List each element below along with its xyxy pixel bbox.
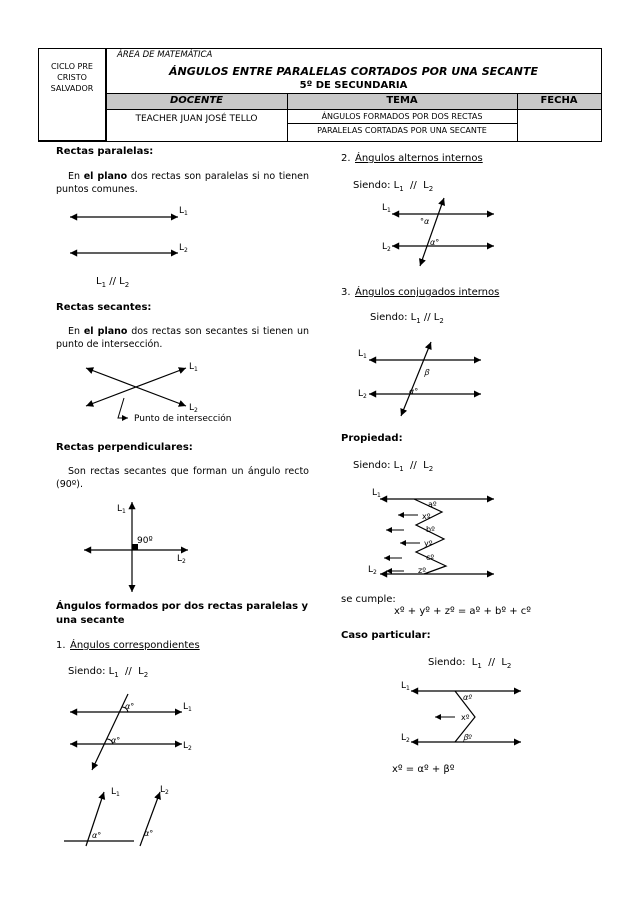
special-case-siendo: Siendo: $L_1 // L_2$ (428, 657, 512, 670)
property-siendo: Siendo: $L_1 // L_2$ (353, 460, 434, 473)
property-title: Propiedad: (341, 433, 403, 444)
item2-number: 2. (341, 153, 351, 164)
svg-text:L1: $L_1$ (358, 349, 367, 360)
svg-text:bº: bº (426, 525, 435, 534)
item3-number: 3. (341, 287, 351, 298)
svg-text:cº: cº (426, 553, 435, 562)
svg-text:L2: $L_2$ (368, 565, 377, 576)
property-formula: xº + yº + zº = aº + bº + cº (394, 606, 532, 617)
svg-text:α°: α° (125, 702, 135, 711)
svg-text:L2: $L_2$ (160, 785, 169, 796)
svg-text:L1: $L_1$ (372, 488, 381, 499)
diagram-property-zigzag (366, 484, 506, 580)
section-title-parallel: Rectas paralelas: (56, 146, 154, 157)
divider (287, 123, 517, 124)
intersection-label: Punto de intersección (134, 414, 232, 424)
svg-text:L2: $L_2$ (358, 389, 367, 400)
col-fecha: FECHA (540, 95, 578, 106)
svg-text:α°: α° (430, 238, 440, 247)
special-case-title: Caso particular: (341, 630, 431, 641)
svg-text:ꞵ: ꞵ (424, 368, 430, 377)
diagram-conjugate-interior (355, 338, 495, 423)
svg-text:L1: $L_1$ (183, 702, 192, 713)
section-title-secant: Rectas secantes: (56, 302, 152, 313)
header-table (38, 48, 602, 142)
label-L2: $L_2$ (179, 243, 188, 254)
diagram-perpendicular (56, 497, 316, 597)
diagram-corresponding-angles (56, 688, 316, 858)
svg-text:aº: aº (428, 500, 437, 509)
tema-value-2: PARALELAS CORTADAS POR UNA SECANTE (317, 126, 487, 135)
diagram-parallel-lines (56, 195, 316, 295)
diagram-special-case (395, 676, 535, 756)
svg-text:yº: yº (424, 539, 433, 548)
svg-text:L1: $L_1$ (117, 504, 126, 515)
col-tema: TEMA (386, 95, 418, 106)
parallel-notation: $L_1 // L_2$ (96, 276, 130, 289)
tema-value-1: ÁNGULOS FORMADOS POR DOS RECTAS (321, 112, 483, 121)
text-perpendicular: Son rectas secantes que forman un ángulo recto (90º). (56, 466, 309, 490)
svg-text:xº: xº (461, 713, 470, 722)
item3-siendo: Siendo: $L_1 // L_2$ (370, 312, 444, 325)
svg-text:zº: zº (418, 566, 426, 575)
school-cell (39, 49, 106, 141)
svg-text:L1: $L_1$ (111, 787, 120, 798)
svg-text:°α: °α (420, 217, 430, 226)
col-docente: DOCENTE (170, 95, 223, 106)
svg-text:L1: $L_1$ (382, 203, 391, 214)
area-label: ÁREA DE MATEMÁTICA (117, 50, 213, 60)
item1-title: Ángulos correspondientes (70, 640, 200, 651)
label-L1: $L_1$ (179, 206, 188, 217)
svg-text:α°: α° (111, 736, 121, 745)
svg-text:L2: $L_2$ (401, 733, 410, 744)
svg-text:ꞵº: ꞵº (463, 733, 472, 742)
item1-number: 1. (56, 640, 66, 651)
docente-value: TEACHER JUAN JOSÉ TELLO (135, 114, 258, 124)
special-case-formula: xº = αº + βº (392, 764, 455, 775)
grade-label: 5º DE SECUNDARIA (299, 80, 408, 91)
item3-title: Ángulos conjugados internos (355, 287, 500, 298)
angle-90-label: 90º (137, 536, 153, 546)
svg-text:α°: α° (144, 829, 154, 838)
diagram-alternate-interior (370, 196, 500, 276)
svg-text:xº: xº (422, 512, 431, 521)
svg-text:L2: $L_2$ (382, 242, 391, 253)
divider (517, 93, 518, 141)
divider (106, 49, 107, 141)
svg-text:αº: αº (463, 693, 473, 702)
svg-text:L2: $L_2$ (189, 403, 198, 414)
se-cumple: se cumple: (341, 594, 396, 605)
section-title-angles: Ángulos formados por dos rectas paralelas y una secante (56, 601, 309, 626)
item1-siendo: Siendo: $L_1 // L_2$ (68, 666, 149, 679)
text-secant: En el plano dos rectas son secantes si tienen un punto de intersección. (56, 326, 310, 350)
svg-text:α°: α° (92, 831, 102, 840)
svg-text:L1: $L_1$ (401, 681, 410, 692)
text-parallel: En el plano dos rectas son paralelas si no tienen puntos comunes. (56, 171, 310, 195)
section-title-perpendicular: Rectas perpendiculares: (56, 442, 193, 453)
svg-text:α°: α° (409, 387, 419, 396)
item2-siendo: Siendo: $L_1 // L_2$ (353, 180, 434, 193)
svg-text:L2: $L_2$ (177, 554, 186, 565)
item2-title: Ángulos alternos internos (355, 153, 483, 164)
svg-text:L1: $L_1$ (189, 362, 198, 373)
school-name: CICLO PRE CRISTO SALVADOR (50, 62, 94, 93)
page-title: ÁNGULOS ENTRE PARALELAS CORTADOS POR UNA SECANTE (168, 65, 539, 78)
svg-text:L2: $L_2$ (183, 741, 192, 752)
